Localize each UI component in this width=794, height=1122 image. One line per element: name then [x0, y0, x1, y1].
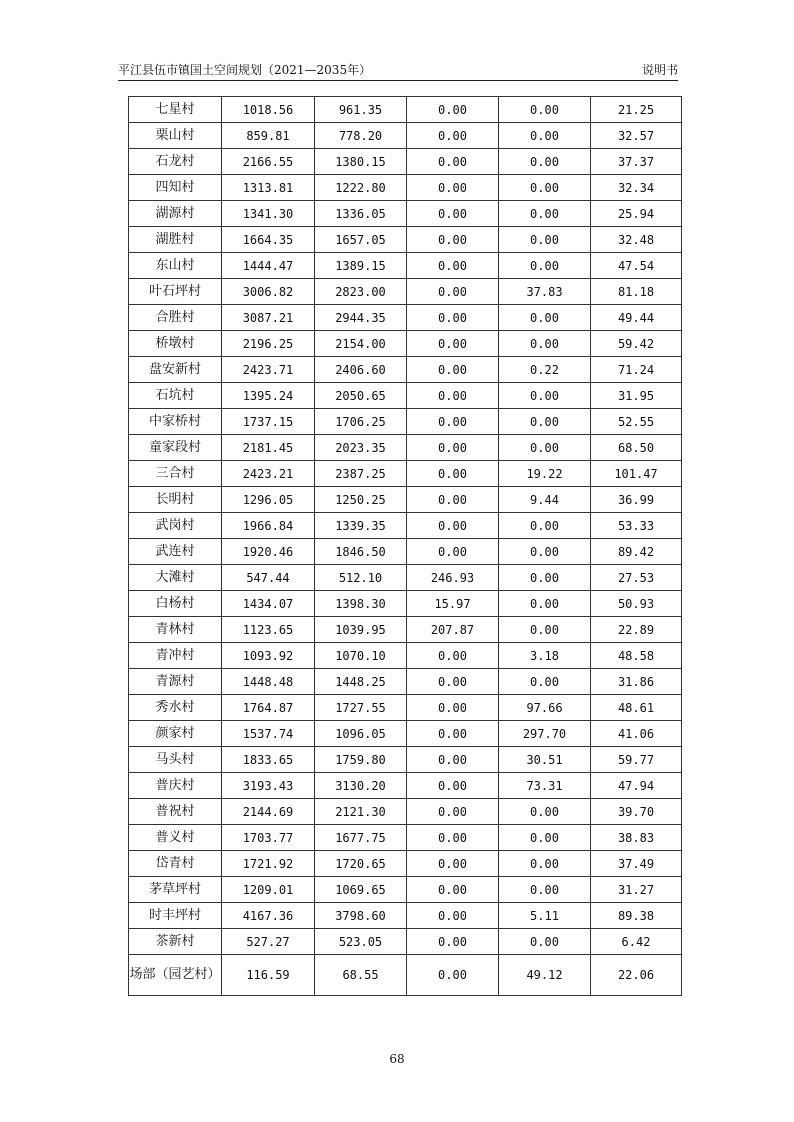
value-cell: 0.00 [499, 565, 591, 591]
value-cell: 0.00 [499, 799, 591, 825]
table-row [129, 487, 682, 513]
value-cell: 0.00 [407, 97, 499, 123]
table-row [129, 357, 682, 383]
value-cell: 1389.15 [315, 253, 407, 279]
village-name-cell: 东山村 [129, 253, 222, 279]
value-cell: 1018.56 [222, 97, 315, 123]
value-cell: 0.00 [499, 877, 591, 903]
value-cell: 97.66 [499, 695, 591, 721]
value-cell: 0.00 [407, 851, 499, 877]
value-cell: 89.42 [591, 539, 682, 565]
value-cell: 1039.95 [315, 617, 407, 643]
village-name-cell: 中家桥村 [129, 409, 222, 435]
value-cell: 50.93 [591, 591, 682, 617]
village-name-cell: 普祝村 [129, 799, 222, 825]
value-cell: 961.35 [315, 97, 407, 123]
value-cell: 0.00 [499, 97, 591, 123]
value-cell: 2944.35 [315, 305, 407, 331]
value-cell: 19.22 [499, 461, 591, 487]
value-cell: 3193.43 [222, 773, 315, 799]
value-cell: 207.87 [407, 617, 499, 643]
village-name-cell: 茅草坪村 [129, 877, 222, 903]
value-cell: 2423.21 [222, 461, 315, 487]
table-row [129, 305, 682, 331]
value-cell: 9.44 [499, 487, 591, 513]
value-cell: 0.00 [407, 175, 499, 201]
value-cell: 59.77 [591, 747, 682, 773]
value-cell: 31.27 [591, 877, 682, 903]
table-row [129, 669, 682, 695]
value-cell: 0.00 [407, 305, 499, 331]
value-cell: 37.37 [591, 149, 682, 175]
table-row [129, 877, 682, 903]
table-row [129, 643, 682, 669]
value-cell: 0.00 [407, 955, 499, 996]
value-cell: 101.47 [591, 461, 682, 487]
document-title: 平江县伍市镇国土空间规划（2021—2035年） [118, 63, 372, 77]
village-land-table [128, 96, 682, 996]
table-row [129, 409, 682, 435]
table-row [129, 591, 682, 617]
value-cell: 1398.30 [315, 591, 407, 617]
value-cell: 1966.84 [222, 513, 315, 539]
value-cell: 0.00 [407, 383, 499, 409]
value-cell: 1703.77 [222, 825, 315, 851]
value-cell: 3006.82 [222, 279, 315, 305]
value-cell: 1380.15 [315, 149, 407, 175]
value-cell: 0.00 [499, 617, 591, 643]
value-cell: 0.00 [407, 253, 499, 279]
value-cell: 1070.10 [315, 643, 407, 669]
value-cell: 2154.00 [315, 331, 407, 357]
value-cell: 81.18 [591, 279, 682, 305]
value-cell: 1721.92 [222, 851, 315, 877]
value-cell: 1434.07 [222, 591, 315, 617]
value-cell: 0.00 [499, 201, 591, 227]
value-cell: 0.00 [499, 175, 591, 201]
value-cell: 1336.05 [315, 201, 407, 227]
value-cell: 32.34 [591, 175, 682, 201]
value-cell: 0.00 [499, 149, 591, 175]
village-name-cell: 七星村 [129, 97, 222, 123]
value-cell: 2121.30 [315, 799, 407, 825]
value-cell: 1448.48 [222, 669, 315, 695]
value-cell: 0.22 [499, 357, 591, 383]
page-header [118, 62, 678, 78]
value-cell: 0.00 [407, 643, 499, 669]
table-row [129, 279, 682, 305]
value-cell: 0.00 [407, 149, 499, 175]
value-cell: 1250.25 [315, 487, 407, 513]
table-row [129, 201, 682, 227]
table-row [129, 721, 682, 747]
table-row [129, 695, 682, 721]
value-cell: 1664.35 [222, 227, 315, 253]
village-name-cell: 盘安新村 [129, 357, 222, 383]
value-cell: 21.25 [591, 97, 682, 123]
village-name-cell: 颜家村 [129, 721, 222, 747]
value-cell: 297.70 [499, 721, 591, 747]
value-cell: 1833.65 [222, 747, 315, 773]
value-cell: 0.00 [407, 799, 499, 825]
value-cell: 512.10 [315, 565, 407, 591]
table-row [129, 929, 682, 955]
table-row [129, 773, 682, 799]
table-row [129, 175, 682, 201]
value-cell: 3087.21 [222, 305, 315, 331]
value-cell: 1846.50 [315, 539, 407, 565]
value-cell: 59.42 [591, 331, 682, 357]
value-cell: 2423.71 [222, 357, 315, 383]
table-row [129, 617, 682, 643]
value-cell: 1537.74 [222, 721, 315, 747]
value-cell: 71.24 [591, 357, 682, 383]
village-name-cell: 秀水村 [129, 695, 222, 721]
value-cell: 25.94 [591, 201, 682, 227]
value-cell: 0.00 [407, 539, 499, 565]
value-cell: 47.94 [591, 773, 682, 799]
value-cell: 2387.25 [315, 461, 407, 487]
value-cell: 1444.47 [222, 253, 315, 279]
value-cell: 38.83 [591, 825, 682, 851]
value-cell: 4167.36 [222, 903, 315, 929]
village-name-cell: 普义村 [129, 825, 222, 851]
value-cell: 0.00 [499, 851, 591, 877]
value-cell: 0.00 [499, 123, 591, 149]
value-cell: 0.00 [407, 747, 499, 773]
table-body [129, 97, 682, 996]
value-cell: 0.00 [499, 305, 591, 331]
value-cell: 0.00 [499, 331, 591, 357]
value-cell: 1677.75 [315, 825, 407, 851]
value-cell: 1657.05 [315, 227, 407, 253]
value-cell: 39.70 [591, 799, 682, 825]
value-cell: 3.18 [499, 643, 591, 669]
value-cell: 1093.92 [222, 643, 315, 669]
value-cell: 89.38 [591, 903, 682, 929]
value-cell: 41.06 [591, 721, 682, 747]
value-cell: 1759.80 [315, 747, 407, 773]
value-cell: 1395.24 [222, 383, 315, 409]
value-cell: 49.44 [591, 305, 682, 331]
value-cell: 1222.80 [315, 175, 407, 201]
village-name-cell: 场部（园艺村） [129, 955, 222, 996]
table-row [129, 253, 682, 279]
table-row [129, 331, 682, 357]
village-name-cell: 青源村 [129, 669, 222, 695]
table-row [129, 149, 682, 175]
table-row [129, 565, 682, 591]
village-name-cell: 马头村 [129, 747, 222, 773]
value-cell: 49.12 [499, 955, 591, 996]
value-cell: 53.33 [591, 513, 682, 539]
value-cell: 6.42 [591, 929, 682, 955]
value-cell: 1209.01 [222, 877, 315, 903]
value-cell: 0.00 [407, 357, 499, 383]
value-cell: 2823.00 [315, 279, 407, 305]
value-cell: 1720.65 [315, 851, 407, 877]
value-cell: 2196.25 [222, 331, 315, 357]
village-name-cell: 四知村 [129, 175, 222, 201]
village-name-cell: 石龙村 [129, 149, 222, 175]
village-name-cell: 武连村 [129, 539, 222, 565]
value-cell: 2050.65 [315, 383, 407, 409]
value-cell: 27.53 [591, 565, 682, 591]
value-cell: 1296.05 [222, 487, 315, 513]
value-cell: 778.20 [315, 123, 407, 149]
value-cell: 0.00 [407, 695, 499, 721]
value-cell: 3798.60 [315, 903, 407, 929]
value-cell: 32.57 [591, 123, 682, 149]
value-cell: 0.00 [407, 435, 499, 461]
value-cell: 0.00 [499, 929, 591, 955]
value-cell: 2166.55 [222, 149, 315, 175]
value-cell: 0.00 [407, 331, 499, 357]
village-name-cell: 叶石坪村 [129, 279, 222, 305]
value-cell: 5.11 [499, 903, 591, 929]
value-cell: 0.00 [499, 227, 591, 253]
value-cell: 48.61 [591, 695, 682, 721]
page-number: 68 [389, 1052, 405, 1066]
value-cell: 22.06 [591, 955, 682, 996]
table-row [129, 747, 682, 773]
table-row [129, 955, 682, 996]
value-cell: 73.31 [499, 773, 591, 799]
table-row [129, 227, 682, 253]
value-cell: 0.00 [499, 435, 591, 461]
value-cell: 0.00 [407, 669, 499, 695]
value-cell: 37.49 [591, 851, 682, 877]
value-cell: 22.89 [591, 617, 682, 643]
village-name-cell: 合胜村 [129, 305, 222, 331]
value-cell: 37.83 [499, 279, 591, 305]
table-row [129, 123, 682, 149]
value-cell: 0.00 [407, 487, 499, 513]
value-cell: 47.54 [591, 253, 682, 279]
table-row [129, 435, 682, 461]
value-cell: 68.55 [315, 955, 407, 996]
value-cell: 0.00 [407, 929, 499, 955]
value-cell: 0.00 [407, 825, 499, 851]
value-cell: 30.51 [499, 747, 591, 773]
village-name-cell: 栗山村 [129, 123, 222, 149]
value-cell: 0.00 [499, 669, 591, 695]
value-cell: 116.59 [222, 955, 315, 996]
value-cell: 0.00 [407, 773, 499, 799]
value-cell: 0.00 [407, 461, 499, 487]
value-cell: 547.44 [222, 565, 315, 591]
village-name-cell: 岱青村 [129, 851, 222, 877]
village-name-cell: 茶新村 [129, 929, 222, 955]
value-cell: 527.27 [222, 929, 315, 955]
value-cell: 2144.69 [222, 799, 315, 825]
village-name-cell: 湖胜村 [129, 227, 222, 253]
village-name-cell: 大滩村 [129, 565, 222, 591]
table-row [129, 461, 682, 487]
value-cell: 246.93 [407, 565, 499, 591]
value-cell: 0.00 [499, 409, 591, 435]
section-label: 说明书 [641, 63, 678, 77]
value-cell: 1096.05 [315, 721, 407, 747]
table-row [129, 383, 682, 409]
table-row [129, 851, 682, 877]
value-cell: 0.00 [407, 279, 499, 305]
village-name-cell: 童家段村 [129, 435, 222, 461]
value-cell: 2406.60 [315, 357, 407, 383]
table-row [129, 539, 682, 565]
value-cell: 0.00 [499, 825, 591, 851]
village-name-cell: 青冲村 [129, 643, 222, 669]
value-cell: 0.00 [407, 409, 499, 435]
value-cell: 0.00 [407, 227, 499, 253]
value-cell: 1341.30 [222, 201, 315, 227]
value-cell: 1764.87 [222, 695, 315, 721]
table-row [129, 825, 682, 851]
village-name-cell: 三合村 [129, 461, 222, 487]
village-name-cell: 桥墩村 [129, 331, 222, 357]
table-row [129, 903, 682, 929]
table-row [129, 513, 682, 539]
value-cell: 1313.81 [222, 175, 315, 201]
value-cell: 31.86 [591, 669, 682, 695]
village-name-cell: 长明村 [129, 487, 222, 513]
value-cell: 52.55 [591, 409, 682, 435]
table-row [129, 799, 682, 825]
village-name-cell: 时丰坪村 [129, 903, 222, 929]
value-cell: 0.00 [499, 591, 591, 617]
header-divider [118, 80, 678, 81]
value-cell: 32.48 [591, 227, 682, 253]
value-cell: 1706.25 [315, 409, 407, 435]
village-name-cell: 青林村 [129, 617, 222, 643]
village-name-cell: 石坑村 [129, 383, 222, 409]
value-cell: 0.00 [407, 877, 499, 903]
value-cell: 0.00 [407, 123, 499, 149]
value-cell: 68.50 [591, 435, 682, 461]
value-cell: 0.00 [407, 903, 499, 929]
value-cell: 0.00 [499, 383, 591, 409]
value-cell: 2023.35 [315, 435, 407, 461]
value-cell: 0.00 [499, 539, 591, 565]
value-cell: 1123.65 [222, 617, 315, 643]
value-cell: 1069.65 [315, 877, 407, 903]
value-cell: 15.97 [407, 591, 499, 617]
value-cell: 0.00 [407, 201, 499, 227]
value-cell: 1339.35 [315, 513, 407, 539]
value-cell: 31.95 [591, 383, 682, 409]
village-name-cell: 白杨村 [129, 591, 222, 617]
value-cell: 1920.46 [222, 539, 315, 565]
value-cell: 0.00 [407, 721, 499, 747]
table-row [129, 97, 682, 123]
village-name-cell: 湖源村 [129, 201, 222, 227]
value-cell: 0.00 [407, 513, 499, 539]
value-cell: 1448.25 [315, 669, 407, 695]
value-cell: 859.81 [222, 123, 315, 149]
value-cell: 36.99 [591, 487, 682, 513]
value-cell: 0.00 [499, 253, 591, 279]
value-cell: 48.58 [591, 643, 682, 669]
value-cell: 0.00 [499, 513, 591, 539]
value-cell: 2181.45 [222, 435, 315, 461]
value-cell: 1737.15 [222, 409, 315, 435]
value-cell: 3130.20 [315, 773, 407, 799]
village-name-cell: 普庆村 [129, 773, 222, 799]
value-cell: 1727.55 [315, 695, 407, 721]
value-cell: 523.05 [315, 929, 407, 955]
village-name-cell: 武岗村 [129, 513, 222, 539]
